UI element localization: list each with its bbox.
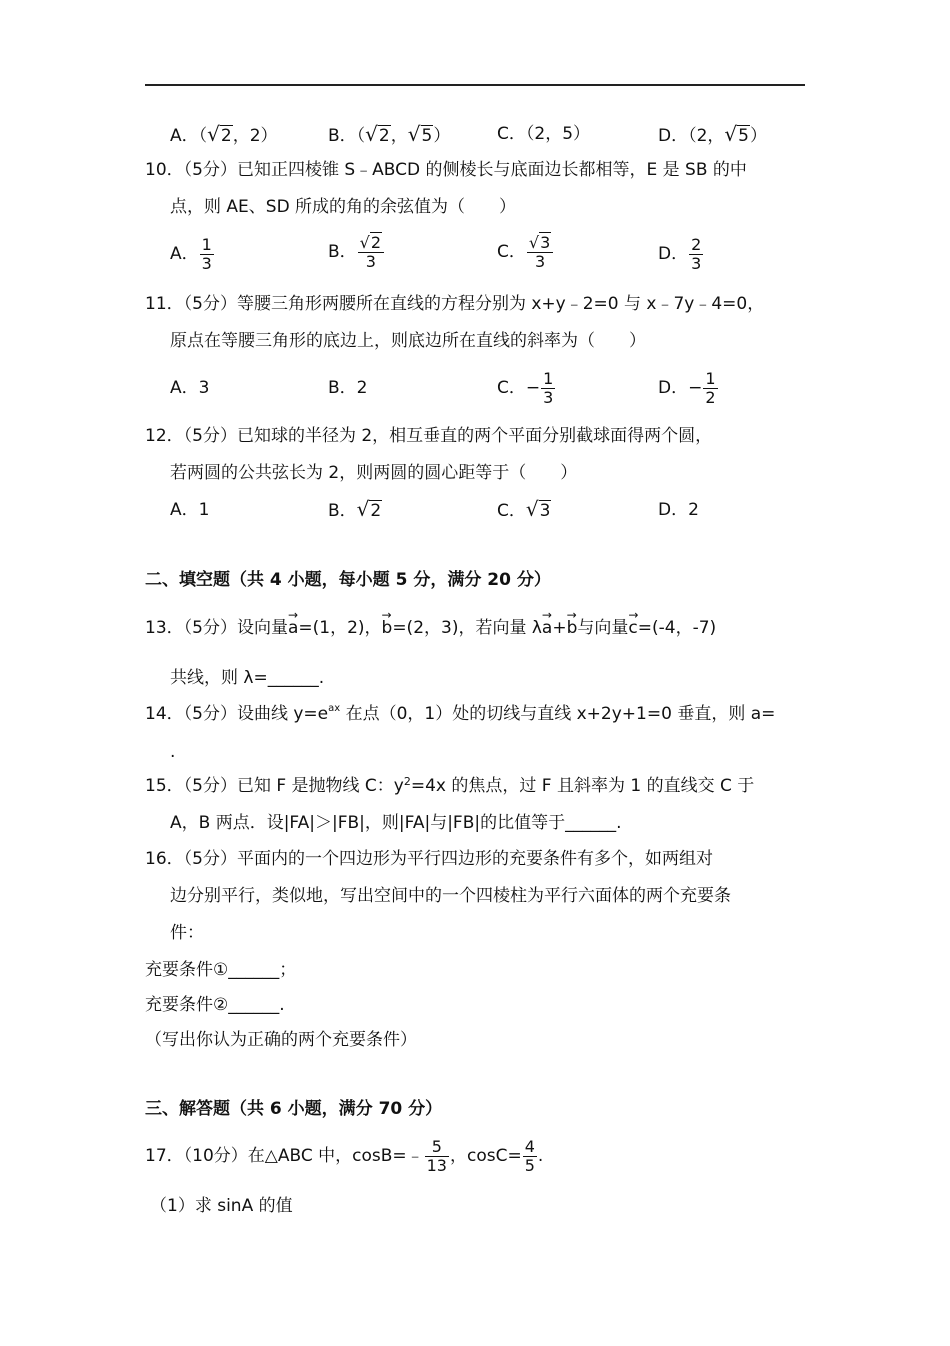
q16-stem-line2: 边分别平行，类似地，写出空间中的一个四棱柱为平行六面体的两个充要条 — [170, 886, 731, 906]
q12-stem-line2: 若两圆的公共弦长为 2，则两圆的圆心距等于（ ） — [170, 463, 578, 483]
q9-option-a: A．（√2，2） — [170, 122, 278, 146]
q16-stem-line1: 16．（5分）平面内的一个四边形为平行四边形的充要条件有多个，如两组对 — [145, 849, 713, 869]
q17-stem: 17．（10分）在△ABC 中，cosB=﹣ $\frac{5}{13}$ ，cosC= $\frac{4}{5}$ . — [145, 1137, 544, 1175]
q14-stem-line2: . — [170, 742, 176, 762]
q16-stem-line3: 件： — [170, 923, 204, 943]
section-3-heading: 三、解答题（共 6 小题，满分 70 分） — [145, 1099, 443, 1119]
q11-stem-line1: 11．（5分）等腰三角形两腰所在直线的方程分别为 x+y﹣2=0 与 x﹣7y﹣4=0， — [145, 294, 765, 314]
q15-stem-line2: A，B 两点．设|FA|＞|FB|，则|FA|与|FB|的比值等于______. — [170, 813, 622, 833]
q16-note: （写出你认为正确的两个充要条件） — [145, 1030, 417, 1050]
q16-condition-1: 充要条件①______； — [145, 960, 297, 980]
q11-stem-line2: 原点在等腰三角形的底边上，则底边所在直线的斜率为（ ） — [170, 331, 646, 351]
q12-option-a: A．1 — [170, 500, 210, 520]
q10-option-b: B． $\frac{√2}{3}$ — [328, 234, 385, 270]
q14-stem-line1: 14．（5分）设曲线 $y=e^{ax}$ 在点（0，1）处的切线与直线 x+2y+1=0 垂直，则 a= — [145, 703, 776, 724]
q15-stem-line1: 15．（5分）已知 F 是抛物线 C：$y^2=4x$ 的焦点，过 F 且斜率为 1 的直线交 C 于 — [145, 775, 755, 796]
q10-stem-line2: 点，则 AE、SD 所成的角的余弦值为（ ） — [170, 197, 517, 217]
q13-stem-line2: 共线，则 λ=______. — [170, 668, 325, 688]
q9-option-b: B．（√2，√5） — [328, 122, 451, 146]
q9-option-d: D．（2，√5） — [658, 122, 767, 146]
q10-option-d: D． $\frac{2}{3}$ — [658, 235, 702, 273]
q16-condition-2: 充要条件②______. — [145, 995, 285, 1015]
q12-option-c: C．√3 — [497, 497, 551, 521]
q11-option-b: B．2 — [328, 378, 368, 398]
q10-stem-line1: 10．（5分）已知正四棱锥 S﹣ABCD 的侧棱长与底面边长都相等，E 是 SB 的中 — [145, 160, 747, 180]
q12-option-b: B．√2 — [328, 497, 382, 521]
q17-part-1: （1）求 sinA 的值 — [150, 1196, 293, 1216]
q11-option-a: A．3 — [170, 378, 210, 398]
q11-option-d: D．− $\frac{1}{2}$ — [658, 369, 716, 407]
q11-option-c: C．− $\frac{1}{3}$ — [497, 369, 554, 407]
q9-option-c: C．（2，5） — [497, 124, 591, 144]
q12-option-d: D．2 — [658, 500, 699, 520]
q13-stem-line1: 13．（5分）设向量 → a=(1，2)， → b=(2，3)，若向量 λ → a+ → b与向量 → c=(-4，-7) — [145, 608, 717, 638]
q12-stem-line1: 12．（5分）已知球的半径为 2，相互垂直的两个平面分别截球面得两个圆， — [145, 426, 713, 446]
header-rule — [145, 84, 805, 86]
q10-option-c: C． $\frac{√3}{3}$ — [497, 234, 554, 270]
q10-option-a: A． $\frac{1}{3}$ — [170, 235, 212, 273]
section-2-heading: 二、填空题（共 4 小题，每小题 5 分，满分 20 分） — [145, 570, 551, 590]
